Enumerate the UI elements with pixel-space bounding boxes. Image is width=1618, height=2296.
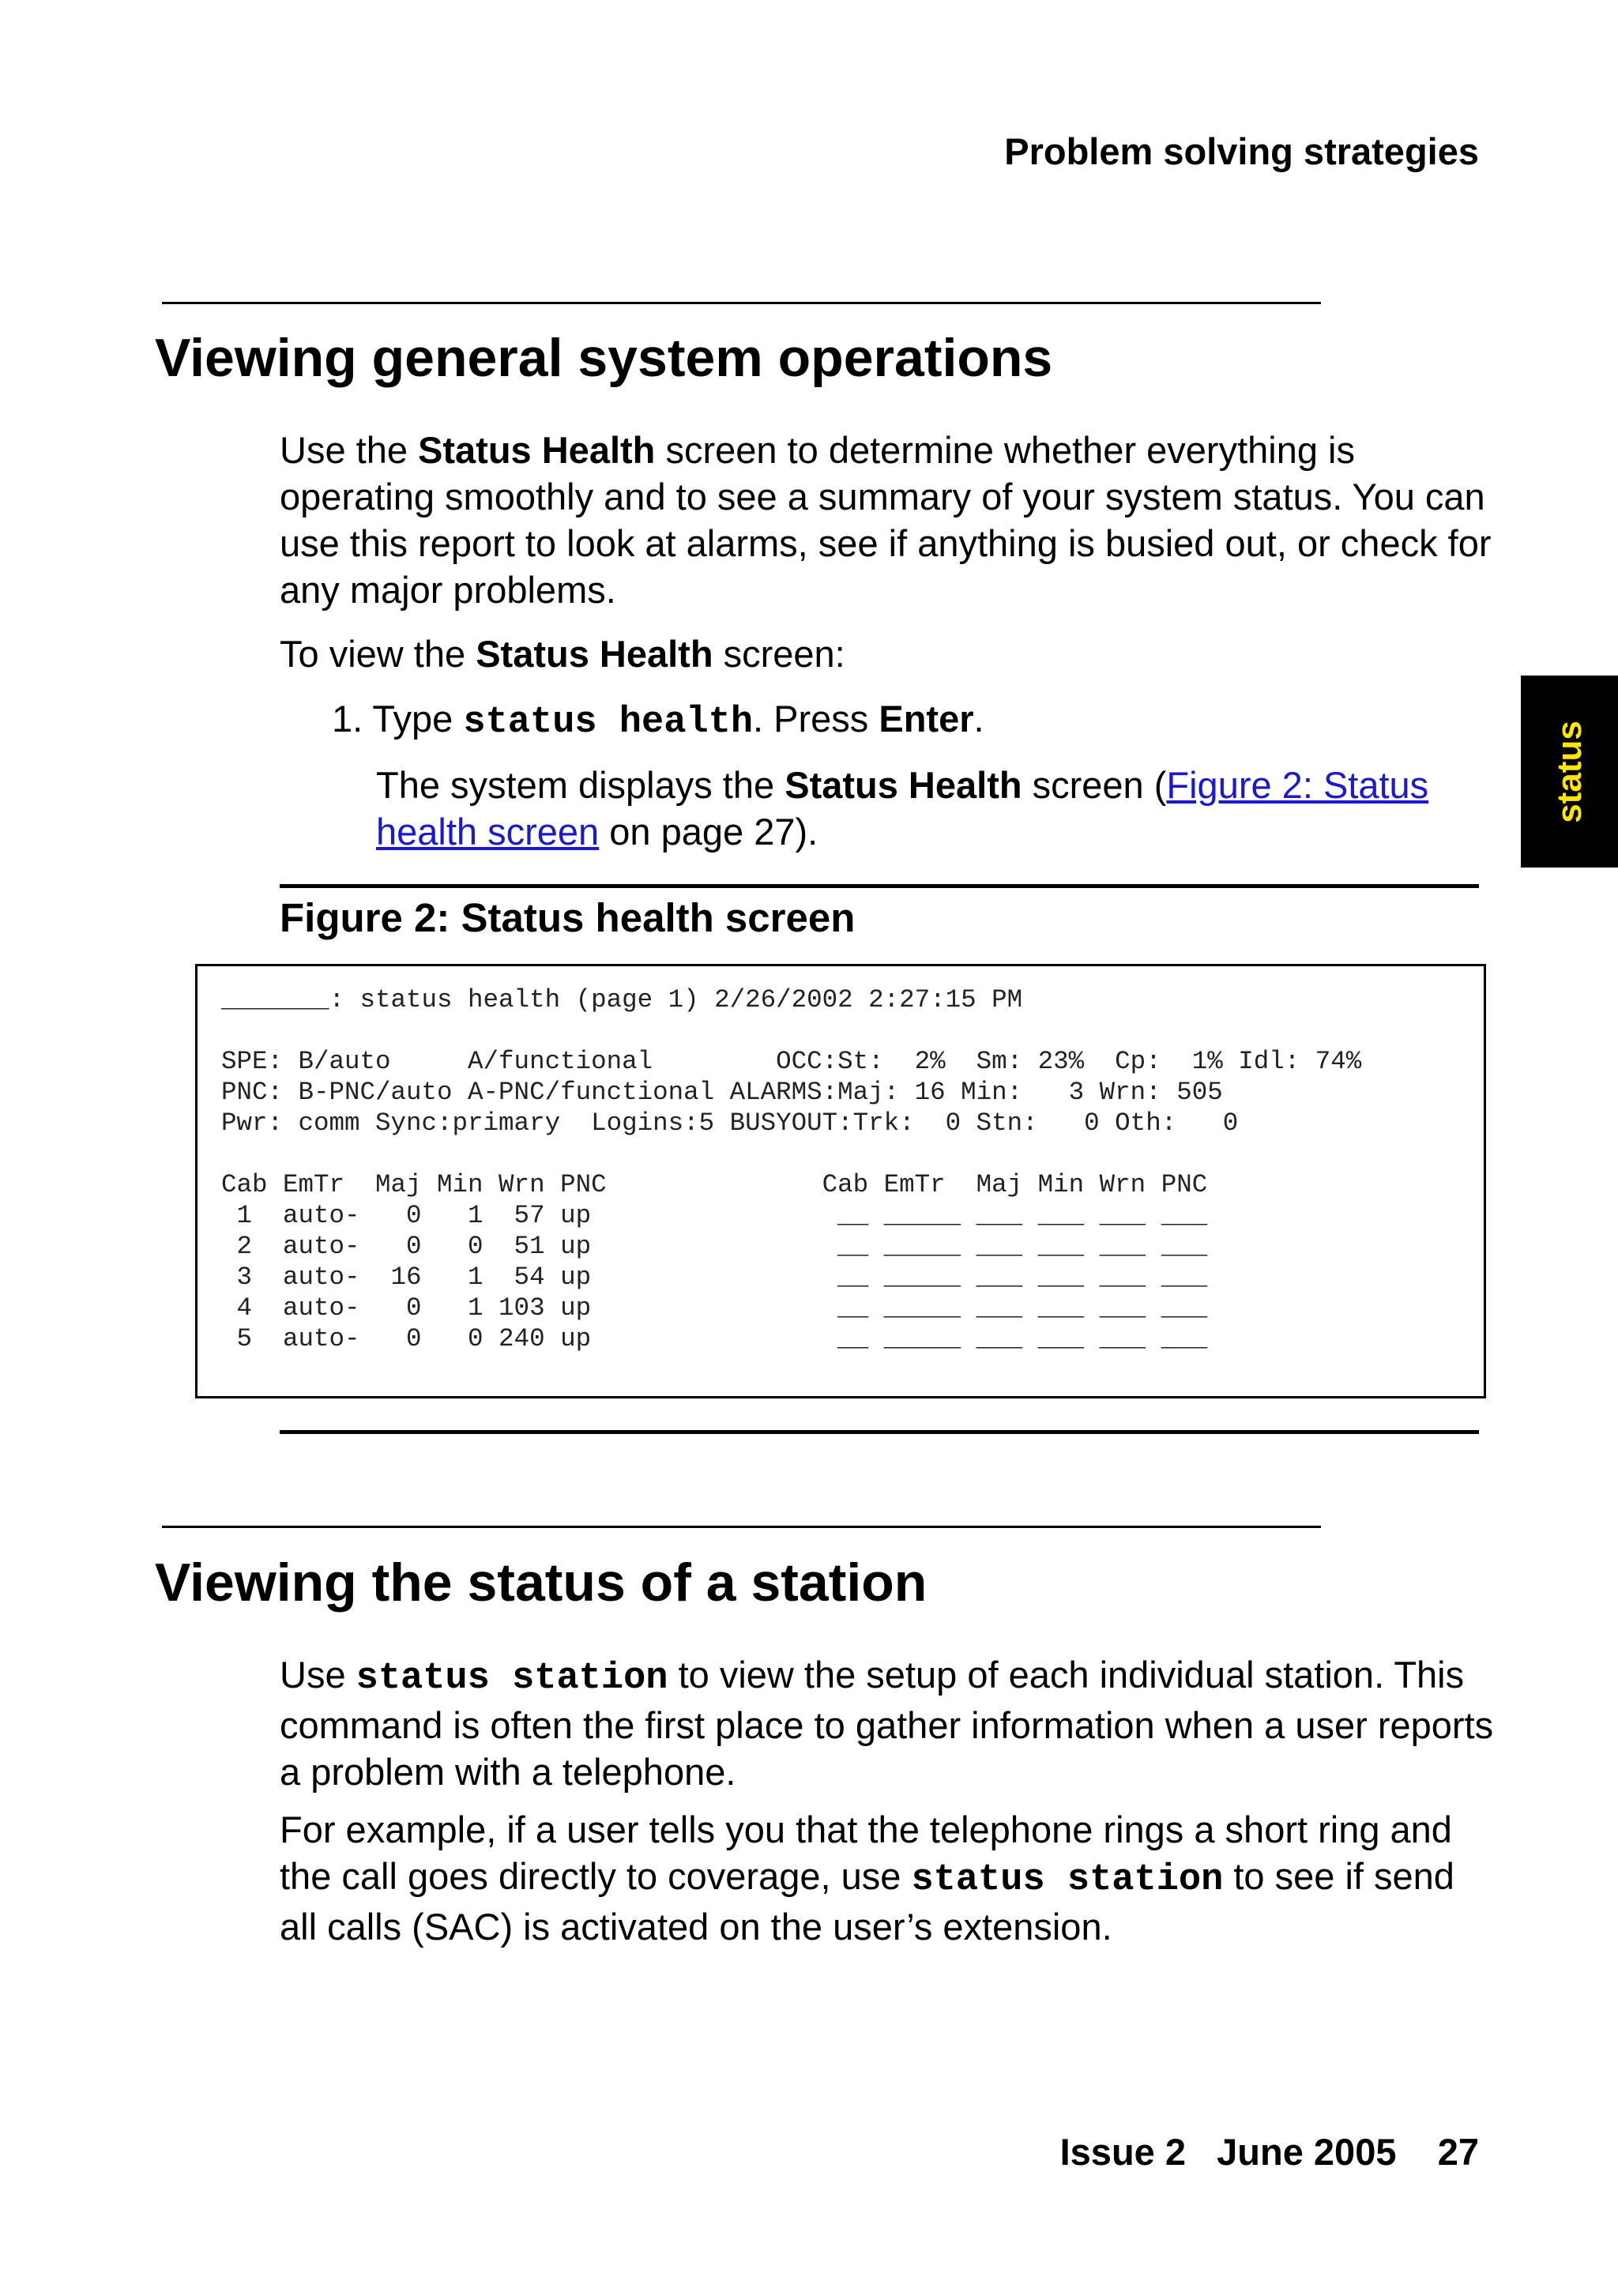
figure-link[interactable]: Figure 2: Status health screen (376, 764, 1429, 853)
page-footer: Issue 2 June 2005 27 (1059, 2131, 1479, 2173)
paragraph: For example, if a user tells you that the telephone rings a short ring and the call goes directly to coverage, use status station to see if send all calls (SAC) is activated on the user’s extension. (280, 1809, 1454, 1948)
running-head: Problem solving strategies (1004, 130, 1479, 172)
side-tab-label: status (1549, 720, 1589, 823)
section-heading: Viewing general system operations (155, 328, 1053, 388)
command-text: status station (356, 1658, 668, 1699)
screen-text: _______: status health (page 1) 2/26/2002 2:27:15 PM SPE: B/auto A/functional OCC:St: 2% Sm: 23% Cp: 1% Idl: 74% PNC: B-PNC/auto A-PNC/functional ALARMS:Maj: 16 Min: 3 Wrn: 505 Pwr: comm Sync:primary Logins:5 BUSYOUT:Trk: 0 Stn: 0 Oth: 0 Cab EmTr Maj Min Wrn PNC Cab EmTr Maj Min Wrn PNC 1 auto- 0 1 57 up __ _____ ___ ___ ___ ___ 2 auto- 0 0 51 up __ _____ ___ ___ ___ ___ 3 auto- 16 1 54 up __ _____ ___ ___ ___ ___ 4 auto- 0 1 103 up __ _____ ___ ___ ___ ___ 5 auto- 0 0 240 up __ _____ ___ ___ ___ ___ (221, 985, 1362, 1353)
command-text: status health (463, 702, 754, 743)
section-heading: Viewing the status of a station (155, 1553, 928, 1613)
figure-top-rule (280, 884, 1479, 888)
figure-bottom-rule (280, 1430, 1479, 1434)
step-result: The system displays the Status Health screen (Figure 2: Status health screen on page 27). (376, 764, 1429, 853)
side-tab (1521, 676, 1618, 868)
paragraph: Use status station to view the setup of each individual station. This command is often the first place to gather information when a user reports a problem with a telephone. (280, 1654, 1494, 1793)
paragraph: Use the Status Health screen to determine whether everything is operating smoothly and to see a summary of your system status. You can use this report to look at alarms, see if anything is busied out, or check for any major problems. (280, 429, 1492, 611)
command-text: status station (911, 1859, 1224, 1901)
status-health-screen (195, 964, 1486, 1398)
paragraph: To view the Status Health screen: (280, 633, 845, 675)
section-rule (162, 302, 1321, 304)
step-item: 1. Type status health. Press Enter. (332, 698, 984, 743)
figure-title: Figure 2: Status health screen (280, 895, 856, 940)
section-rule (162, 1526, 1321, 1528)
